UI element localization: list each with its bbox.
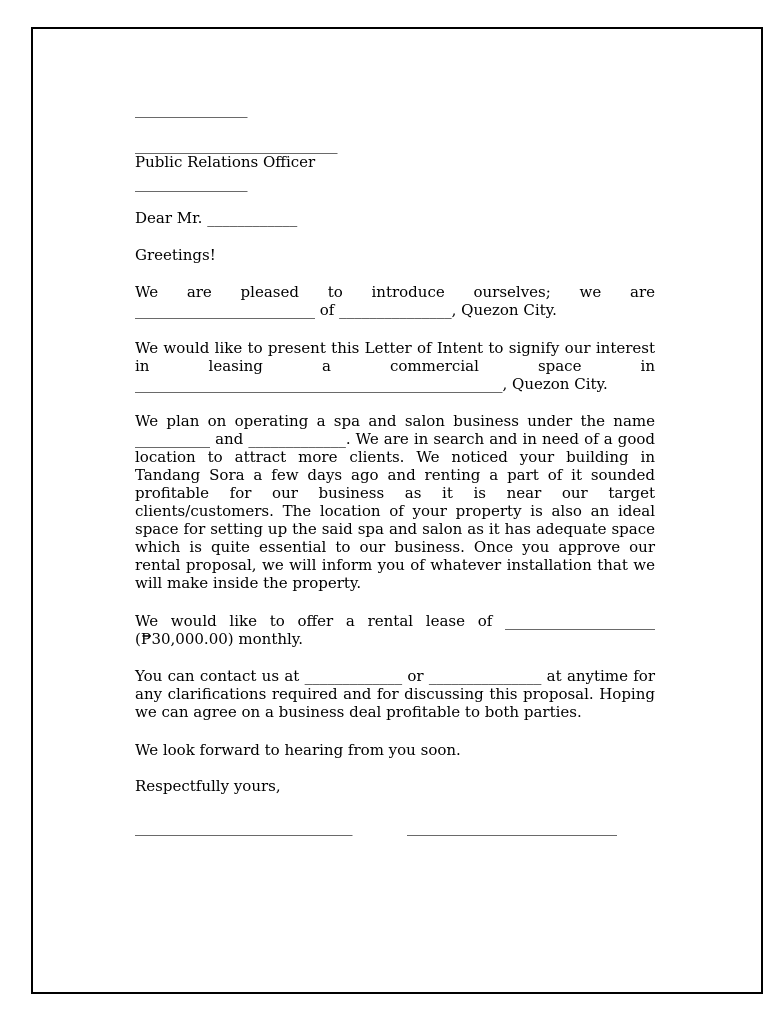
- paragraph-rental-offer: We would like to offer a rental lease of ____________________ (₱30,000.00) monthly.: [135, 612, 655, 648]
- complimentary-close: Respectfully yours,: [135, 777, 281, 795]
- paragraph-intent: We would like to present this Letter of Intent to signify our interest in leasing a commercial space in _________________________________________________, Quezon City.: [135, 339, 655, 393]
- blank-recipient-name-line: ___________________________: [135, 136, 338, 154]
- paragraph-closing-remark: We look forward to hearing from you soon.: [135, 741, 461, 759]
- signature-line-right: ____________________________: [407, 818, 617, 836]
- signature-line-left: _____________________________: [135, 818, 353, 836]
- paragraph-contact: You can contact us at _____________ or _______________ at anytime for any clarifications required and for discussing this proposal. Hoping we can agree on a business deal profitable to both parties.: [135, 667, 655, 721]
- paragraph-introduction: We are pleased to introduce ourselves; we are ________________________ of _______________, Quezon City.: [135, 283, 655, 319]
- paragraph-business-plan: We plan on operating a spa and salon business under the name __________ and _____________. We are in search and in need of a good location to attract more clients. We noticed your building in Tandang Sora a few days ago and renting a part of it sounded profitable for our business as it is near our target clients/customers. The location of your property is also an ideal space for setting up the said spa and salon as it has adequate space which is quite essential to our business. Once you approve our rental proposal, we will inform you of whatever installation that we will make inside the property.: [135, 412, 655, 592]
- recipient-title: Public Relations Officer: [135, 153, 316, 171]
- blank-date-line: _______________: [135, 100, 248, 118]
- salutation: Dear Mr. ____________: [135, 209, 298, 227]
- greeting: Greetings!: [135, 246, 216, 264]
- blank-recipient-address-line: _______________: [135, 174, 248, 192]
